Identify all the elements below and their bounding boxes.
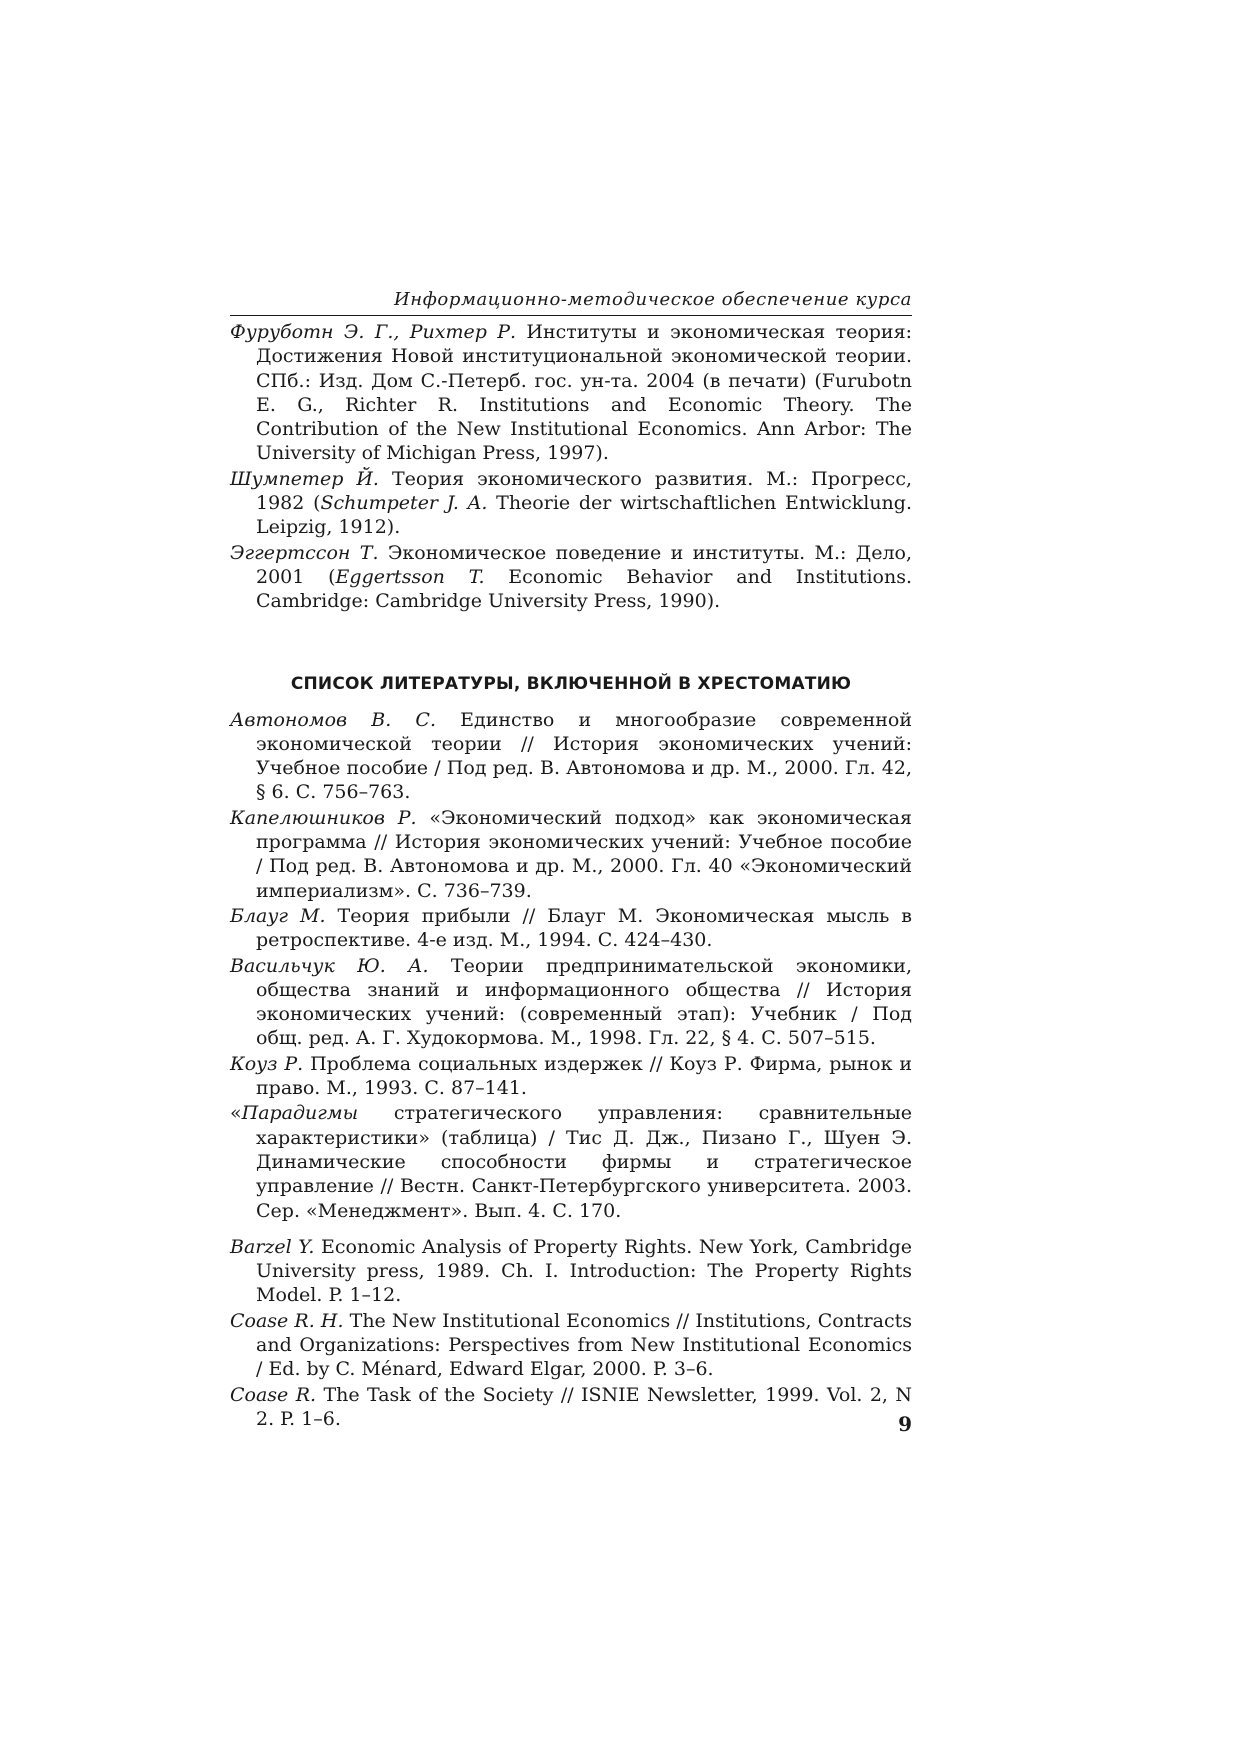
reference-text: The New Institutional Economics // Institutions, Contracts and Organizations: Perspectives from New Institutional Economics / Ed. by C. Ménard, Edward Elgar, 2000. P. 3–6. <box>256 1309 912 1381</box>
reference-list-reader-ru <box>230 708 912 1223</box>
reference-author: Шумпетер Й. <box>230 467 379 490</box>
reference-original-author: Schumpeter J. A. <box>320 492 488 515</box>
reference-text: Theorie der wirtschaftlichen Entwicklung. Leipzig, 1912). <box>256 492 912 539</box>
reference-list-course <box>230 320 912 614</box>
reference-eggertsson <box>230 541 912 614</box>
reference-author: Coase R. H. <box>230 1309 344 1332</box>
reference-avtonomov <box>230 708 912 805</box>
reference-blaug <box>230 904 912 953</box>
book-page <box>230 288 913 1436</box>
reference-coase-ru <box>230 1052 912 1101</box>
reference-author: Васильчук Ю. А. <box>230 954 429 977</box>
reference-coase-rh <box>230 1309 912 1382</box>
reference-text: стратегического управления: сравнительные характеристики» (таблица) / Тис Д. Дж., Пизано Г., Шуен Э. Динамические способности фирмы и стратегическое управление // Вестн. Санкт-Петербургского университета. 2003. Сер. «Менеджмент». Вып. 4. С. 170. <box>256 1102 912 1222</box>
reference-text: Теория прибыли // Блауг М. Экономическая мысль в ретроспективе. 4-е изд. М., 1994. С. 424–430. <box>256 904 912 952</box>
reference-author: Капелюшников Р. <box>230 806 417 829</box>
page-number: 9 <box>898 1412 912 1436</box>
reference-kapelyushnikov <box>230 806 912 903</box>
reference-text: Институты и экономическая теория: Достижения Новой институциональной экономической теории. СПб.: Изд. Дом С.-Петерб. гос. ун-та. 2004 (в печати) (Furubotn E. G., Richter R. Institutions and Economic Theory. The Contribution of the New Institutional Economics. Ann Arbor: The University of Michigan Press, 1997). <box>256 321 912 465</box>
reference-author: Парадигмы <box>241 1102 359 1125</box>
reference-prefix: « <box>230 1102 242 1125</box>
reference-schumpeter <box>230 467 912 540</box>
reference-author: Блауг М. <box>230 904 326 927</box>
reference-author: Автономов В. С. <box>230 708 436 731</box>
reference-author: Фуруботн Э. Г., Рихтер Р. <box>230 321 517 343</box>
reference-text: Economic Analysis of Property Rights. New York, Cambridge University press, 1989. Ch. I. Introduction: The Property Rights Model. P. 1–12. <box>256 1235 912 1307</box>
reference-text: Теория экономического развития. М.: Прогресс, 1982 ( <box>256 467 912 515</box>
running-header: Информационно-методическое обеспечение курса <box>230 288 912 316</box>
reference-text: Экономическое поведение и институты. М.: Дело, 2001 ( <box>256 541 912 588</box>
reference-text: Единство и многообразие современной экономической теории // История экономических учений: Учебное пособие / Под ред. В. Автономова и др. М., 2000. Гл. 42, § 6. С. 756–763. <box>256 708 912 804</box>
reference-text: Economic Behavior and Institutions. Cambridge: Cambridge University Press, 1990). <box>256 565 913 613</box>
reference-text: Проблема социальных издержек // Коуз Р. Фирма, рынок и право. М., 1993. С. 87–141. <box>256 1052 912 1100</box>
reference-paradigms <box>230 1101 912 1222</box>
reference-vasilchuk <box>230 954 912 1051</box>
reference-coase-task <box>230 1383 912 1432</box>
reference-text: «Экономический подход» как экономическая программа // История экономических учений: Учебное пособие / Под ред. В. Автономова и др. М., 2000. Гл. 40 «Экономический империализм». С. 736–739. <box>256 806 912 902</box>
reference-furubotn <box>230 320 912 466</box>
reference-barzel <box>230 1235 912 1308</box>
reference-original-author: Eggertsson T. <box>335 565 485 588</box>
reference-text: Теории предпринимательской экономики, общества знаний и информационного общества // История экономических учений: (современный этап): Учебник / Под общ. ред. А. Г. Худокормова. М., 1998. Гл. 22, § 4. С. 507–515. <box>256 954 912 1050</box>
section-title: СПИСОК ЛИТЕРАТУРЫ, ВКЛЮЧЕННОЙ В ХРЕСТОМАТИЮ <box>290 673 852 694</box>
reference-author: Coase R. <box>230 1383 317 1406</box>
reference-author: Barzel Y. <box>230 1235 315 1258</box>
reference-author: Эггертссон Т. <box>230 541 379 564</box>
reference-text: The Task of the Society // ISNIE Newsletter, 1999. Vol. 2, N 2. P. 1–6. <box>256 1383 913 1430</box>
reference-list-reader-en <box>230 1235 912 1431</box>
reference-author: Коуз Р. <box>230 1052 304 1075</box>
